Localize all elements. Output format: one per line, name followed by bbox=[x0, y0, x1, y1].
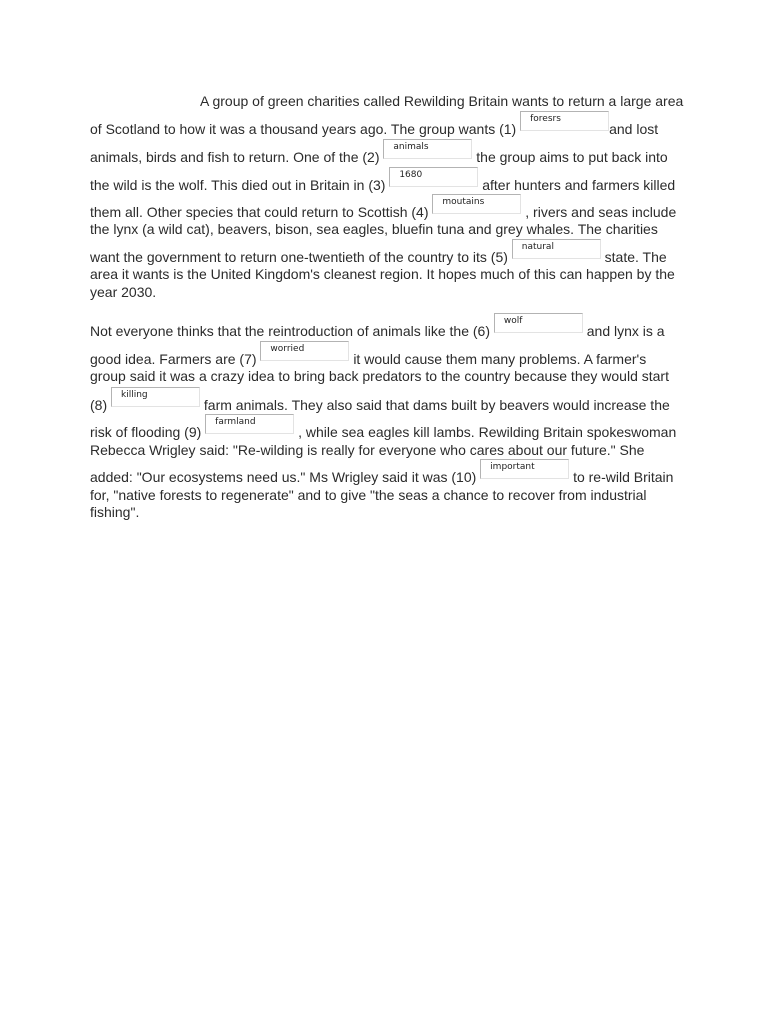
text: the wild is the wolf. This died out in Britain in (3) bbox=[90, 177, 386, 193]
answer-field-3[interactable]: 1680 bbox=[389, 167, 478, 187]
paragraph-2-line-4 bbox=[90, 390, 690, 414]
paragraph-2-line-5 bbox=[90, 417, 690, 441]
text: added: "Our ecosystems need us." Ms Wrigley said it was (10) bbox=[90, 469, 477, 485]
paragraph-2-line-1 bbox=[90, 316, 690, 340]
text: for, "native forests to regenerate" and to give "the seas a chance to recover from industrial bbox=[90, 487, 647, 503]
paragraph-1-line-4 bbox=[90, 170, 690, 194]
paragraph-1-line-9 bbox=[90, 283, 690, 301]
paragraph-1-line-8 bbox=[90, 265, 690, 283]
text: of Scotland to how it was a thousand years ago. The group wants (1) bbox=[90, 121, 517, 137]
text: risk of flooding (9) bbox=[90, 424, 202, 440]
text: and lynx is a bbox=[586, 323, 665, 339]
paragraph-1-line-7 bbox=[90, 242, 690, 266]
text: it would cause them many problems. A farmer's bbox=[353, 351, 647, 367]
paragraph-2-line-8 bbox=[90, 486, 690, 504]
answer-field-5[interactable]: natural bbox=[512, 239, 601, 259]
paragraph-1-line-3 bbox=[90, 142, 690, 166]
answer-field-7[interactable]: worried bbox=[260, 341, 349, 361]
text: (8) bbox=[90, 397, 108, 413]
paragraph-1-line-5 bbox=[90, 197, 690, 221]
paragraph-1-line-1 bbox=[90, 92, 690, 110]
paragraph-2-line-3 bbox=[90, 367, 690, 385]
text: farm animals. They also said that dams built by beavers would increase the bbox=[203, 397, 670, 413]
paragraph-2-line-9 bbox=[90, 503, 690, 521]
answer-field-2[interactable]: animals bbox=[383, 139, 472, 159]
text: the group aims to put back into bbox=[476, 149, 668, 165]
text: want the government to return one-twentieth of the country to its (5) bbox=[90, 249, 508, 265]
text: animals, birds and fish to return. One of the (2) bbox=[90, 149, 380, 165]
paragraph-2-line-6 bbox=[90, 441, 690, 459]
text: , while sea eagles kill lambs. Rewilding Britain spokeswoman bbox=[298, 424, 677, 440]
text: year 2030. bbox=[90, 284, 157, 300]
paragraph-2-line-7 bbox=[90, 462, 690, 486]
answer-field-9[interactable]: farmland bbox=[205, 414, 294, 434]
answer-field-8[interactable]: killing bbox=[111, 387, 200, 407]
text: fishing". bbox=[90, 504, 140, 520]
text: after hunters and farmers killed bbox=[482, 177, 676, 193]
text: Not everyone thinks that the reintroduction of animals like the (6) bbox=[90, 323, 490, 339]
text: good idea. Farmers are (7) bbox=[90, 351, 257, 367]
text: to re-wild Britain bbox=[573, 469, 674, 485]
text: Rebecca Wrigley said: "Re-wilding is really for everyone who cares about our future." She bbox=[90, 442, 645, 458]
text: area it wants is the United Kingdom's cleanest region. It hopes much of this can happen by the bbox=[90, 266, 675, 282]
answer-field-10[interactable]: important bbox=[480, 459, 569, 479]
answer-field-1[interactable]: foresrs bbox=[520, 111, 609, 131]
answer-field-6[interactable]: wolf bbox=[494, 313, 583, 333]
text: state. The bbox=[604, 249, 667, 265]
paragraph-1-line-6 bbox=[90, 220, 690, 238]
paragraph-1-line-2 bbox=[90, 114, 690, 138]
text: , rivers and seas include bbox=[525, 204, 677, 220]
text: and lost bbox=[609, 121, 659, 137]
text: the lynx (a wild cat), beavers, bison, sea eagles, bluefin tuna and grey whales. The charities bbox=[90, 221, 658, 237]
paragraph-2-line-2 bbox=[90, 344, 690, 368]
text: A group of green charities called Rewilding Britain wants to return a large area bbox=[200, 93, 684, 109]
answer-field-4[interactable]: moutains bbox=[432, 194, 521, 214]
text: them all. Other species that could return to Scottish (4) bbox=[90, 204, 429, 220]
text: group said it was a crazy idea to bring back predators to the country because they would start bbox=[90, 368, 669, 384]
